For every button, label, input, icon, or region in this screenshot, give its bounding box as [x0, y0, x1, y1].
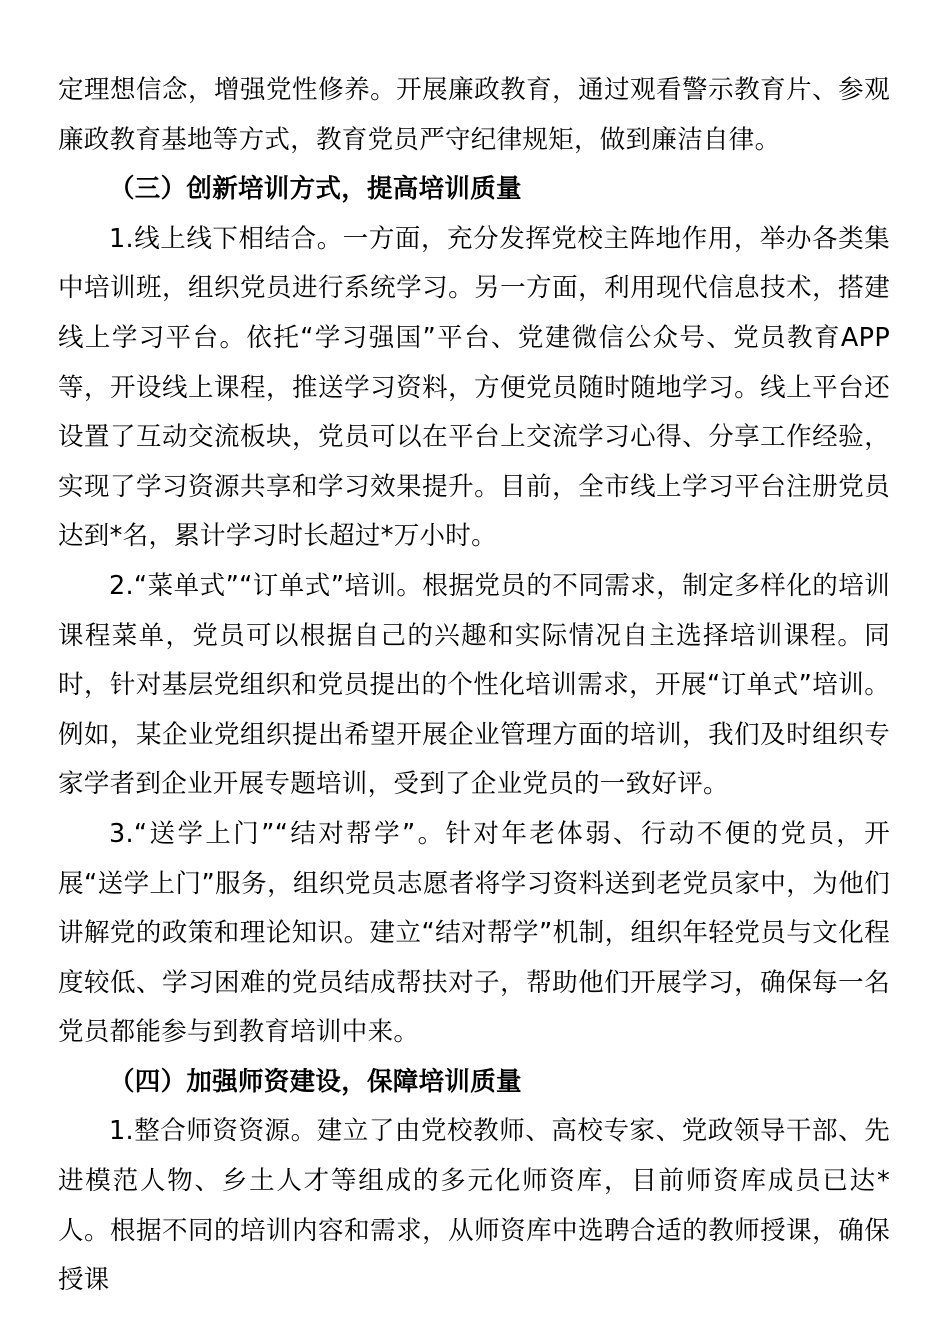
document-body	[58, 66, 890, 1306]
paragraph-home-delivery-learning: 3.“送学上门”“结对帮学”。针对年老体弱、行动不便的党员，开展“送学上门”服务，组织党员志愿者将学习资料送到老党员家中，为他们讲解党的政策和理论知识。建立“结对帮学”机制，组织年轻党员与文化程度较低、学习困难的党员结成帮扶对子，帮助他们开展学习，确保每一名党员都能参与到教育培训中来。	[58, 818, 890, 1048]
section-heading-4: （四）加强师资建设，保障培训质量	[109, 1066, 522, 1097]
paragraph-online-offline: 1.线上线下相结合。一方面，充分发挥党校主阵地作用，举办各类集中培训班，组织党员进行系统学习。另一方面，利用现代信息技术，搭建线上学习平台。依托“学习强国”平台、党建微信公众号、党员教育APP等，开设线上课程，推送学习资料，方便党员随时随地学习。线上平台还设置了互动交流板块，党员可以在平台上交流学习心得、分享工作经验，实现了学习资源共享和学习效果提升。目前，全市线上学习平台注册党员达到*名，累计学习时长超过*万小时。	[58, 223, 890, 552]
section-heading-3: （三）创新培训方式，提高培训质量	[109, 174, 522, 205]
paragraph-teacher-resources: 1.整合师资资源。建立了由党校教师、高校专家、党政领导干部、先进模范人物、乡土人才等组成的多元化师资库，目前师资库成员已达*人。根据不同的培训内容和需求，从师资库中选聘合适的教师授课，确保授课	[58, 1116, 890, 1296]
paragraph-menu-order-training: 2.“菜单式”“订单式”培训。根据党员的不同需求，制定多样化的培训课程菜单，党员可以根据自己的兴趣和实际情况自主选择培训课程。同时，针对基层党组织和党员提出的个性化培训需求，开展“订单式”培训。例如，某企业党组织提出希望开展企业管理方面的培训，我们及时组织专家学者到企业开展专题培训，受到了企业党员的一致好评。	[58, 570, 890, 800]
paragraph-ideals-continuation: 定理想信念，增强党性修养。开展廉政教育，通过观看警示教育片、参观廉政教育基地等方式，教育党员严守纪律规矩，做到廉洁自律。	[58, 75, 890, 155]
